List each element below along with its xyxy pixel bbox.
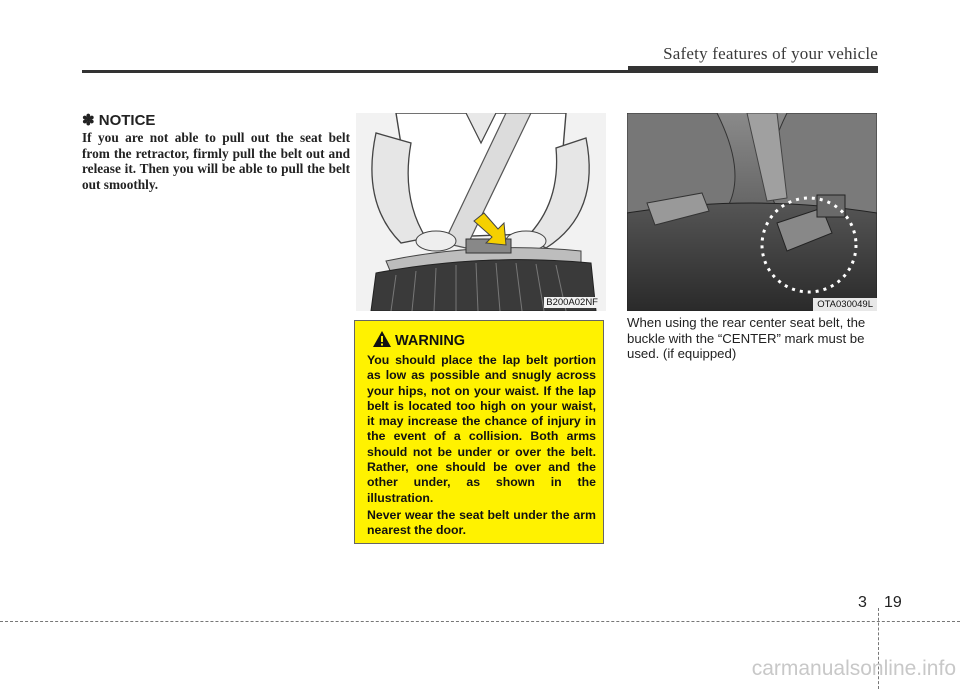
- notice-heading: ✽ NOTICE: [82, 112, 156, 129]
- rear-center-belt-illustration: [627, 113, 877, 311]
- header-rule-tab: [628, 66, 878, 73]
- rear-center-instruction: When using the rear center seat belt, the buckle with the “CENTER” mark must be used. (if equipped): [627, 315, 866, 361]
- watermark-text: carmanualsonline.info: [751, 657, 956, 680]
- warning-heading: WARNING: [395, 333, 466, 349]
- warning-paragraph: You should place the lap belt portion as low as possible and snugly across your hips, not on your waist. If the lap belt is located too high on your waist, it may increase the chance of injury in the event of a collision. Both arms should not be under or over the belt. Rather, one should be over and the other under, as shown in the illustration.: [367, 353, 596, 505]
- figure-label: B200A02NF: [546, 297, 598, 308]
- footer-rule: [0, 621, 960, 622]
- rear-belt-drawing: [627, 113, 877, 311]
- warning-paragraph: Never wear the seat belt under the arm nearest the door.: [367, 508, 596, 538]
- figure-label: OTA030049L: [813, 298, 877, 311]
- page-number: 19: [884, 594, 902, 611]
- warning-triangle-icon: [373, 331, 391, 347]
- chapter-number: 3: [858, 594, 867, 611]
- notice-body: If you are not able to pull out the seat belt from the retractor, firmly pull the belt out and release it. Then you will be able to pull the belt out smoothly.: [82, 130, 350, 192]
- lap-belt-drawing: [356, 113, 606, 311]
- warning-box: [354, 320, 604, 544]
- lap-belt-illustration: [356, 113, 606, 311]
- header-title: Safety features of your vehicle: [663, 44, 878, 63]
